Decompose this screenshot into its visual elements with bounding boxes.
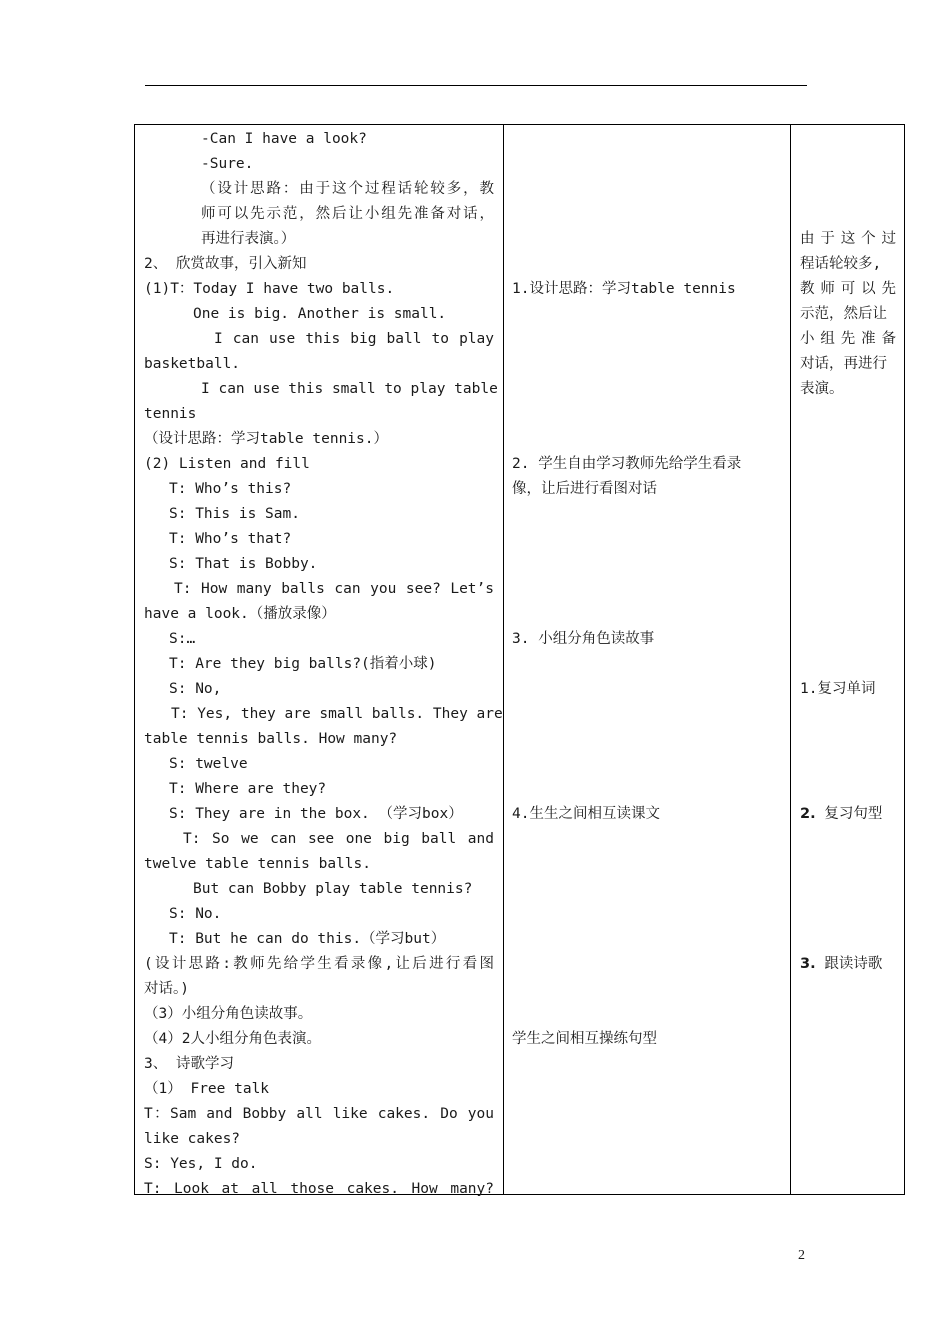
- text-line: 3、 诗歌学习: [144, 1056, 234, 1072]
- text-line: S: They are in the box. （学习box）: [169, 806, 463, 822]
- text-line: tennis: [144, 406, 197, 422]
- text-line: 3. 小组分角色读故事: [512, 631, 655, 647]
- text-line: 程话轮较多,: [800, 256, 882, 272]
- text-line: [800, 804, 882, 824]
- text-line: 2、 欣赏故事，引入新知: [144, 256, 307, 272]
- column-divider: [503, 125, 504, 1194]
- text-line: 教师可以先: [800, 281, 896, 297]
- text-line: 像，让后进行看图对话: [512, 481, 657, 497]
- text-line: （设计思路：学习table tennis.）: [144, 431, 388, 447]
- text-line: T: How many balls can you see? Let’s: [174, 581, 494, 597]
- text-line: S: twelve: [169, 756, 248, 772]
- list-number: 3.: [800, 956, 816, 972]
- text-line: T: Yes, they are small balls. They are: [171, 706, 503, 722]
- text-line: [800, 954, 882, 974]
- text-line: 再进行表演。）: [201, 231, 296, 247]
- text-line: (2) Listen and fill: [144, 456, 310, 472]
- header-rule: [145, 85, 807, 86]
- column-divider: [790, 125, 791, 1194]
- text-line: twelve table tennis balls.: [144, 856, 371, 872]
- text-line: (设计思路:教师先给学生看录像,让后进行看图: [144, 956, 494, 972]
- text-line: table tennis balls. How many?: [144, 731, 398, 747]
- text-line: 学生之间相互操练句型: [512, 1031, 657, 1047]
- text-line: T: So we can see one big ball and: [183, 831, 494, 847]
- text-line: 4.生生之间相互读课文: [512, 806, 660, 822]
- text-line: 1.设计思路：学习table tennis: [512, 281, 736, 297]
- text-line: basketball.: [144, 356, 241, 372]
- text-line: But can Bobby play table tennis?: [193, 881, 473, 897]
- text-line: One is big. Another is small.: [193, 306, 447, 322]
- list-number: 2.: [800, 806, 816, 822]
- text-line: have a look.（播放录像）: [144, 606, 336, 622]
- text-line: T: Where are they?: [169, 781, 327, 797]
- text-line: 由于这个过: [800, 231, 896, 247]
- text-line: 小组先准备: [800, 331, 896, 347]
- text-line: 示范，然后让: [800, 306, 887, 322]
- text-line: 对话。): [144, 981, 189, 997]
- text-line: S: No.: [169, 906, 222, 922]
- text-line: T：Sam and Bobby all like cakes. Do you: [144, 1106, 494, 1122]
- text-line: 1.复习单词: [800, 681, 876, 697]
- text-line: （1） Free talk: [144, 1081, 270, 1097]
- page-number: 2: [798, 1248, 805, 1263]
- text-line: S: Yes, I do.: [144, 1156, 258, 1172]
- text-line: （3）小组分角色读故事。: [144, 1006, 313, 1022]
- text-line: 表演。: [800, 381, 844, 397]
- text-line: T: Look at all those cakes. How many?: [144, 1181, 494, 1197]
- text-line: -Sure.: [201, 156, 254, 172]
- text-line: (1)T：Today I have two balls.: [144, 281, 395, 297]
- text-line: T: Who’s this?: [169, 481, 292, 497]
- line-text: 跟读诗歌: [815, 956, 883, 972]
- text-line: 对话，再进行: [800, 356, 887, 372]
- text-line: 2. 学生自由学习教师先给学生看录: [512, 456, 742, 472]
- text-line: S: No,: [169, 681, 222, 697]
- text-line: S:…: [169, 631, 196, 647]
- text-line: -Can I have a look?: [201, 131, 367, 147]
- text-line: S: That is Bobby.: [169, 556, 318, 572]
- text-line: 师可以先示范，然后让小组先准备对话，: [201, 206, 494, 222]
- text-line: I can use this big ball to play: [214, 331, 494, 347]
- text-line: like cakes?: [144, 1131, 241, 1147]
- line-text: 复习句型: [815, 806, 883, 822]
- text-line: T: Are they big balls?(指着小球): [169, 656, 437, 672]
- text-line: T: But he can do this.（学习but）: [169, 931, 446, 947]
- text-line: I can use this small to play table: [201, 381, 498, 397]
- text-line: S: This is Sam.: [169, 506, 300, 522]
- text-line: （设计思路：由于这个过程话轮较多，教: [201, 181, 494, 197]
- text-line: （4）2人小组分角色表演。: [144, 1031, 321, 1047]
- text-line: T: Who’s that?: [169, 531, 292, 547]
